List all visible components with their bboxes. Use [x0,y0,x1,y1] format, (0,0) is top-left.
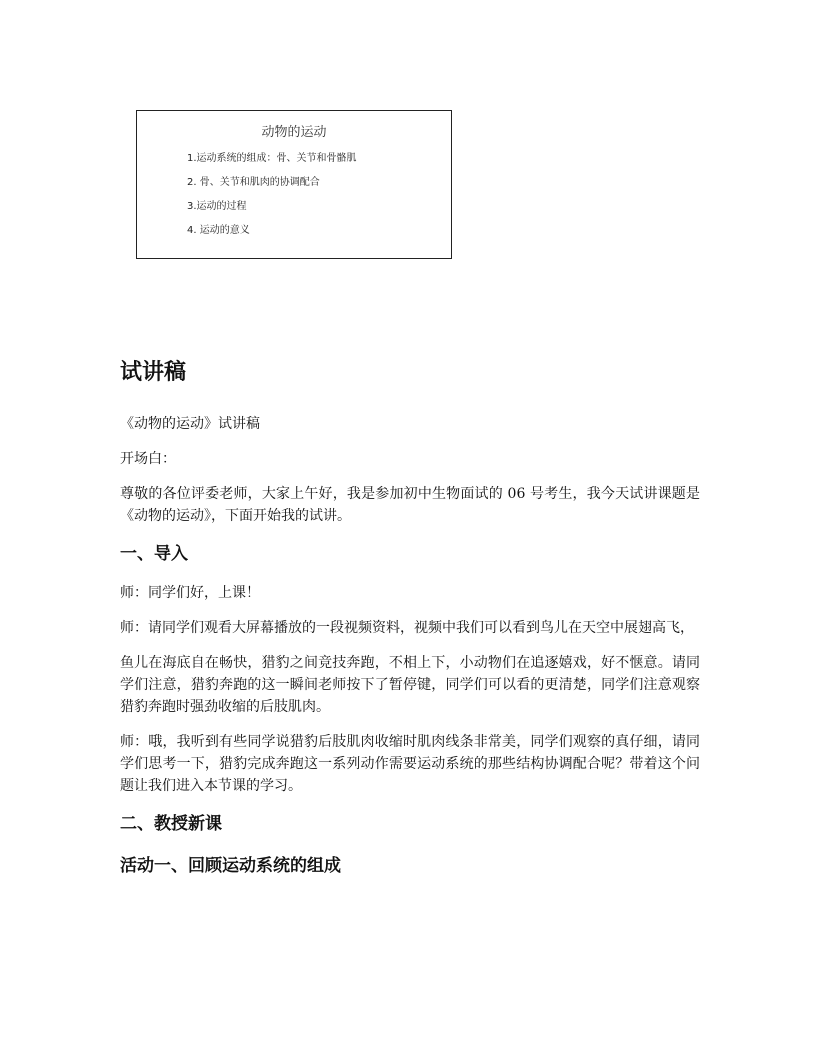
opening-paragraph: 尊敬的各位评委老师，大家上午好，我是参加初中生物面试的 06 号考生，我今天试讲课题是《动物的运动》，下面开始我的试讲。 [120,486,700,524]
section-heading-new-lesson: 二、教授新课 [120,814,222,834]
paragraph: 师：哦，我听到有些同学说猎豹后肢肌肉收缩时肌肉线条非常美，同学们观察的真仔细，请同学们思考一下，猎豹完成奔跑这一系列动作需要运动系统的那些结构协调配合呢？带着这个问题让我们进入本节课的学习。 [120,734,700,794]
slide-outline-item: 1.运动系统的组成：骨、关节和骨骼肌 [187,153,357,164]
document-title: 试讲稿 [120,360,187,385]
slide-outline-list [187,151,357,247]
paragraph: 鱼儿在海底自在畅快，猎豹之间竞技奔跑，不相上下，小动物们在追逐嬉戏，好不惬意。请同学们注意，猎豹奔跑的这一瞬间老师按下了暂停键，同学们可以看的更清楚，同学们注意观察猎豹奔跑时强劲收缩的后肢肌肉。 [120,655,700,715]
activity-heading: 活动一、回顾运动系统的组成 [120,856,341,876]
slide-outline-item: 3.运动的过程 [187,201,247,212]
paragraph: 师：同学们好，上课！ [120,585,260,601]
paragraph: 师：请同学们观看大屏幕播放的一段视频资料，视频中我们可以看到鸟儿在天空中展翅高飞， [120,620,694,636]
slide-outline-item: 2. 骨、关节和肌肉的协调配合 [187,177,320,188]
lesson-title: 《动物的运动》试讲稿 [120,416,260,432]
opening-label: 开场白： [120,451,176,467]
document-body [120,355,700,894]
section-heading-introduction: 一、导入 [120,544,188,564]
slide-outline-item: 4. 运动的意义 [187,225,250,236]
slide-title: 动物的运动 [261,125,327,140]
slide-thumbnail [136,110,452,259]
